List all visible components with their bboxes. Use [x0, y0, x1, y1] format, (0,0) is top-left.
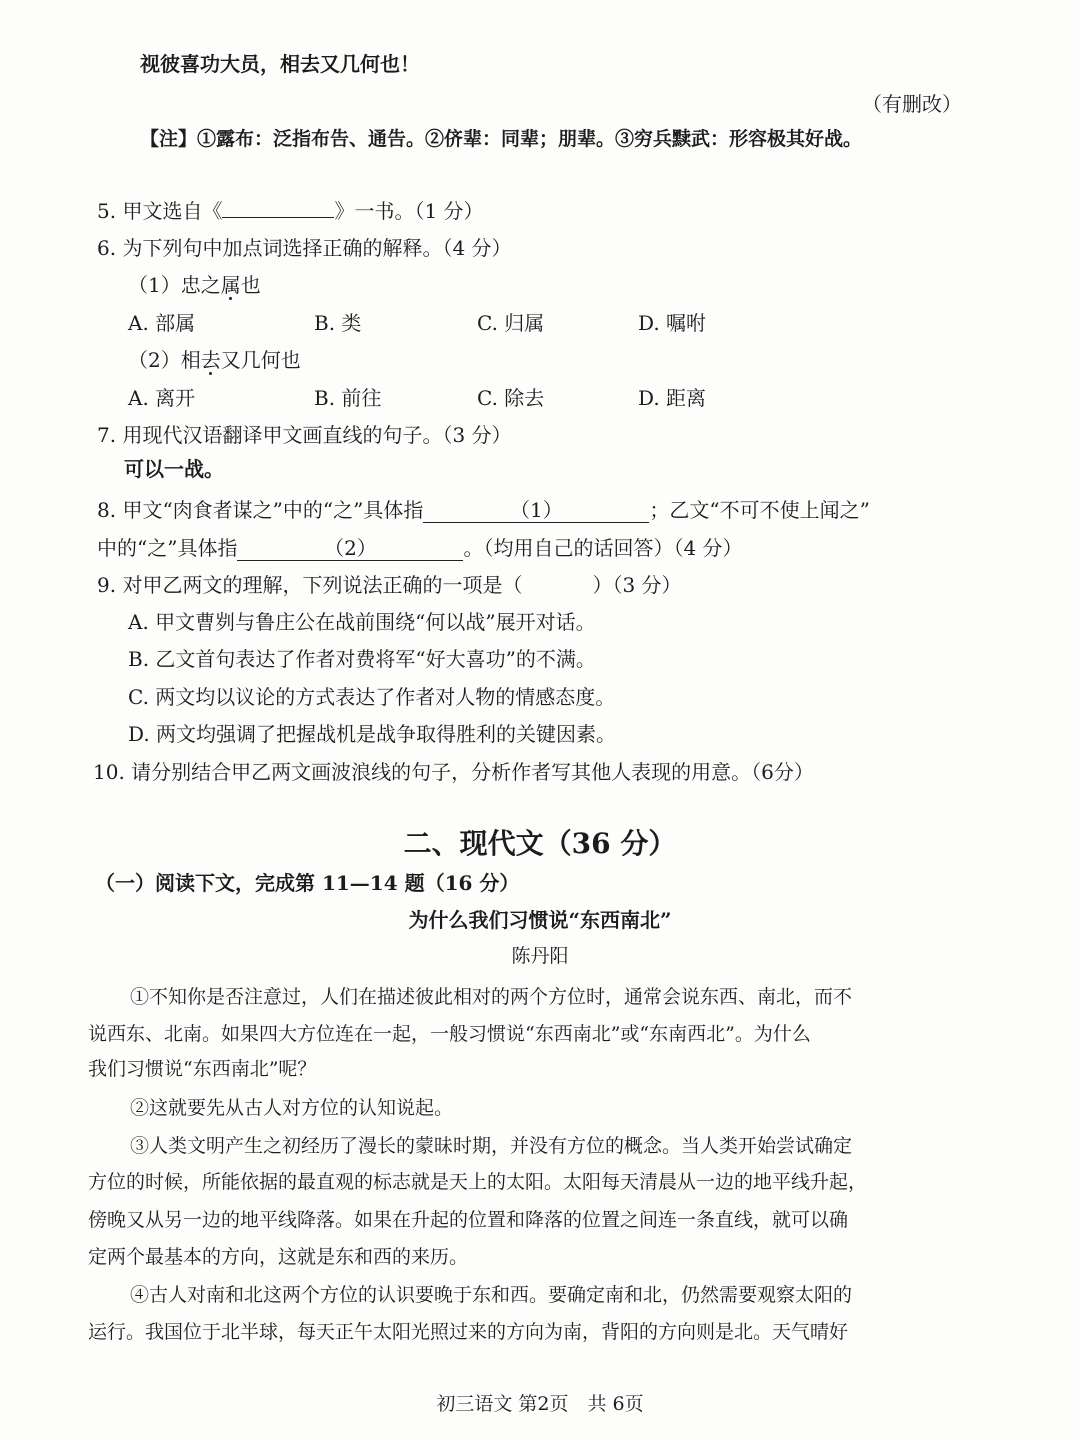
section-2-title: 二、现代文（36 分）	[403, 827, 677, 860]
article-line-8: 定两个最基本的方向，这就是东和西的来历。	[88, 1246, 469, 1268]
q6-s1-post: 也	[240, 273, 261, 297]
article-line-6: 方位的时候，所能依据的最直观的标志就是天上的太阳。太阳每天清晨从一边的地平线升起，	[88, 1171, 868, 1193]
question-8-line-1	[97, 496, 870, 524]
q8-part-2: ；乙文“不可不使上闻之”	[649, 498, 870, 522]
q8-answer-blank-1[interactable]: （1）	[423, 498, 649, 523]
q9-option-d[interactable]: D. 两文均强调了把握战机是战争取得胜利的关键因素。	[128, 722, 617, 746]
section-2-subtitle: （一）阅读下文，完成第 11—14 题（16 分）	[95, 871, 520, 895]
q6-s2-option-a[interactable]: A. 离开	[128, 386, 196, 410]
article-line-1: ①不知你是否注意过，人们在描述彼此相对的两个方位时，通常会说东西、南北，而不	[130, 986, 853, 1008]
q8-part-1: 8. 甲文“肉食者谋之”中的“之”具体指	[97, 498, 424, 522]
q5-answer-blank[interactable]	[222, 217, 334, 218]
q6-s1-option-d[interactable]: D. 嘱咐	[638, 311, 707, 335]
q6-sub-1	[128, 271, 261, 299]
q6-s1-dotted-word: 属	[220, 273, 241, 297]
q9-option-c[interactable]: C. 两文均以议论的方式表达了作者对人物的情感态度。	[128, 685, 616, 709]
q8-part-4: 。（均用自己的话回答）（4 分）	[463, 536, 743, 560]
passage-last-line: 视彼喜功大员，相去又几何也！	[140, 52, 420, 76]
q6-s1-option-c[interactable]: C. 归属	[477, 311, 545, 335]
article-line-5: ③人类文明产生之初经历了漫长的蒙昧时期，并没有方位的概念。当人类开始尝试确定	[130, 1135, 853, 1157]
article-line-10: 运行。我国位于北半球，每天正午太阳光照过来的方向为南，背阳的方向则是北。天气晴好	[88, 1321, 849, 1343]
question-9-stem	[97, 571, 682, 599]
article-author: 陈丹阳	[511, 945, 569, 967]
q9-option-b[interactable]: B. 乙文首句表达了作者对费将军“好大喜功”的不满。	[128, 647, 596, 671]
q6-s2-pre: （2）相	[128, 348, 201, 372]
q6-s2-option-d[interactable]: D. 距离	[638, 386, 707, 410]
q6-sub-2	[128, 346, 301, 374]
article-line-2: 说西东、北南。如果四大方位连在一起，一般习惯说“东西南北”或“东南西北”。为什么	[88, 1023, 811, 1045]
q6-s2-option-c[interactable]: C. 除去	[477, 386, 545, 410]
article-title: 为什么我们习惯说“东西南北”	[408, 908, 672, 932]
q9-stem-post: ）（3 分）	[592, 573, 682, 597]
article-line-7: 傍晚又从另一边的地平线降落。如果在升起的位置和降落的位置之间连一条直线，就可以确	[88, 1209, 849, 1231]
q6-s1-option-a[interactable]: A. 部属	[128, 311, 196, 335]
source-note: （有删改）	[862, 92, 962, 116]
q6-s1-pre: （1）忠之	[128, 273, 221, 297]
q6-s2-option-b[interactable]: B. 前往	[314, 386, 382, 410]
q9-stem-pre: 9. 对甲乙两文的理解，下列说法正确的一项是（	[97, 573, 523, 597]
q6-s2-dotted-word: 去	[200, 348, 221, 372]
article-line-9: ④古人对南和北这两个方位的认识要晚于东和西。要确定南和北，仍然需要观察太阳的	[130, 1284, 853, 1306]
question-7-stem: 7. 用现代汉语翻译甲文画直线的句子。（3 分）	[97, 423, 512, 447]
q7-sentence: 可以一战。	[124, 457, 224, 481]
question-5	[97, 197, 484, 225]
annotation: 【注】①露布：泛指布告、通告。②侪辈：同辈；朋辈。③穷兵黩武：形容极其好战。	[140, 128, 863, 150]
question-6-stem: 6. 为下列句中加点词选择正确的解释。（4 分）	[97, 236, 512, 260]
q8-answer-blank-2[interactable]: （2）	[237, 536, 463, 561]
question-8-line-2	[97, 534, 743, 562]
article-line-3: 我们习惯说“东西南北”呢？	[88, 1058, 317, 1080]
q5-text-pre: 5. 甲文选自《	[97, 199, 223, 223]
article-line-4: ②这就要先从古人对方位的认知说起。	[130, 1097, 454, 1119]
question-10: 10. 请分别结合甲乙两文画波浪线的句子，分析作者写其他人表现的用意。（6分）	[93, 760, 814, 784]
q6-s2-post: 又几何也	[220, 348, 301, 372]
q6-s1-option-b[interactable]: B. 类	[314, 311, 362, 335]
page-footer: 初三语文 第2页 共 6页	[436, 1393, 644, 1415]
q8-part-3: 中的“之”具体指	[97, 536, 238, 560]
q9-option-a[interactable]: A. 甲文曹刿与鲁庄公在战前围绕“何以战”展开对话。	[128, 610, 596, 634]
q5-text-post: 》一书。（1 分）	[334, 199, 484, 223]
